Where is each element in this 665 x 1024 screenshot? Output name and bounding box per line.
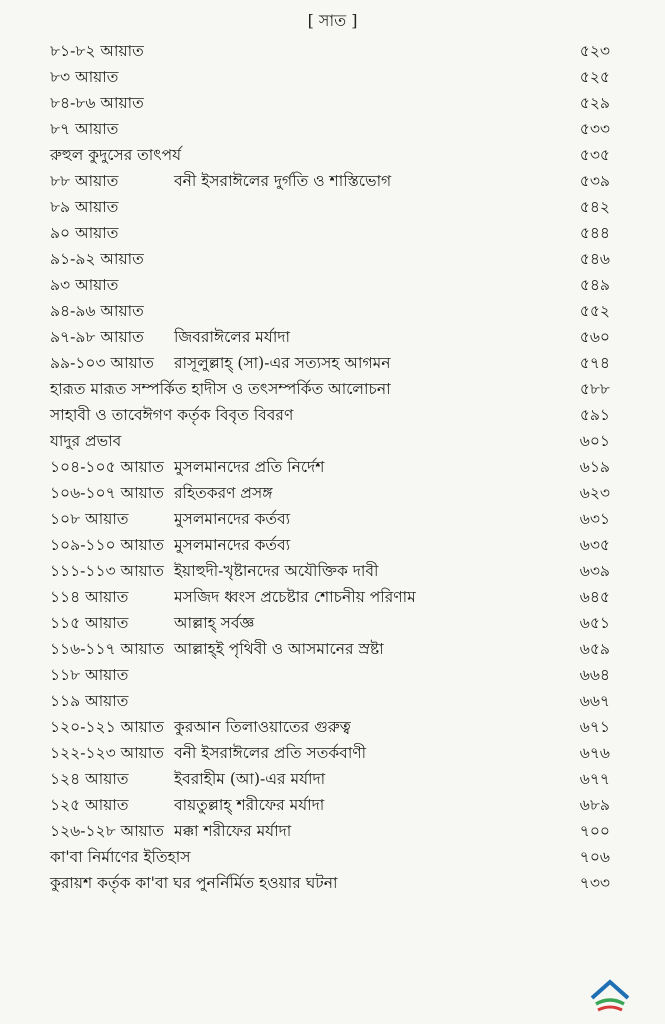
- toc-ayat-range: ৮৪-৮৬ আয়াত: [50, 94, 144, 112]
- toc-ayat-range: ১১৬-১১৭ আয়াত: [50, 640, 164, 658]
- toc-page-number: ৫৩৯: [579, 172, 610, 190]
- toc-page-number: ৬৩৫: [579, 536, 610, 554]
- toc-title: যাদুর প্রভাব: [50, 432, 122, 450]
- toc-page-number: ৫৮৮: [579, 380, 610, 398]
- toc-row: [50, 636, 610, 662]
- toc-title: হারূত মারূত সম্পর্কিত হাদীস ও তৎসম্পর্কিত আলোচনা: [50, 380, 391, 398]
- toc-ayat-range: ৯৪-৯৬ আয়াত: [50, 302, 144, 320]
- toc-title: মুসলমানদের কর্তব্য: [174, 536, 291, 554]
- toc-title: আল্লাহ্ই পৃথিবী ও আসমানের স্রষ্টা: [174, 640, 384, 658]
- toc-title: মক্কা শরীফের মর্যাদা: [174, 822, 292, 840]
- toc-title: বনী ইসরাঈলের দুর্গতি ও শাস্তিভোগ: [174, 172, 392, 190]
- toc-row: [50, 246, 610, 272]
- toc-row: [50, 220, 610, 246]
- toc-row: [50, 324, 610, 350]
- toc-page-number: ৫২৯: [579, 94, 610, 112]
- toc-page-number: ৫৪৯: [579, 276, 610, 294]
- toc-page-number: ৬২৩: [579, 484, 610, 502]
- toc-page-number: ৬৫১: [579, 614, 610, 632]
- toc-row: [50, 402, 610, 428]
- toc-row: [50, 116, 610, 142]
- toc-ayat-range: ১০৬-১০৭ আয়াত: [50, 484, 164, 502]
- toc-ayat-range: ১০৯-১১০ আয়াত: [50, 536, 164, 554]
- toc-row: [50, 272, 610, 298]
- toc-page-number: ৫৯১: [579, 406, 610, 424]
- toc-page-number: ৭০৬: [579, 848, 610, 866]
- toc-title: কুরায়শ কর্তৃক কা'বা ঘর পুনর্নির্মিত হওয়ার ঘটনা: [50, 874, 338, 892]
- toc-row: [50, 142, 610, 168]
- toc-row: [50, 740, 610, 766]
- toc-row: [50, 298, 610, 324]
- logo-base-shape: [598, 1007, 622, 1010]
- page-header: [ সাত ]: [307, 11, 358, 30]
- toc-row: [50, 168, 610, 194]
- toc-title: বায়তুল্লাহ্ শরীফের মর্যাদা: [174, 796, 325, 814]
- toc-page-number: ৬৬৪: [579, 666, 610, 684]
- logo-book-shape: [596, 1000, 624, 1004]
- toc-page-number: ৫৪২: [579, 198, 610, 216]
- toc-row: [50, 688, 610, 714]
- toc-ayat-range: ১২৫ আয়াত: [50, 796, 129, 814]
- toc-page-number: ৬১৯: [579, 458, 610, 476]
- toc-row: [50, 610, 610, 636]
- toc-title: কা'বা নির্মাণের ইতিহাস: [50, 848, 191, 866]
- toc-page-number: ৬৪৫: [579, 588, 610, 606]
- toc-page-number: ৫২৫: [579, 68, 610, 86]
- toc-page-number: ৭৩৩: [579, 874, 610, 892]
- toc-page-number: ৫৫২: [579, 302, 610, 320]
- toc-title: মসজিদ ধ্বংস প্রচেষ্টার শোচনীয় পরিণাম: [174, 588, 416, 606]
- toc-page-number: ৫৪৬: [579, 250, 610, 268]
- toc-row: [50, 844, 610, 870]
- toc-ayat-range: ৮৭ আয়াত: [50, 120, 119, 138]
- toc-row: [50, 480, 610, 506]
- toc-title: মুসলমানদের কর্তব্য: [174, 510, 291, 528]
- toc-row: [50, 766, 610, 792]
- toc-ayat-range: ৯৩ আয়াত: [50, 276, 119, 294]
- toc-page-number: ৫৪৪: [579, 224, 610, 242]
- toc-page-number: ৫৩৫: [579, 146, 610, 164]
- toc-row: [50, 350, 610, 376]
- toc-page-number: ৫৬০: [579, 328, 610, 346]
- toc-title: ইবরাহীম (আ)-এর মর্যাদা: [174, 770, 326, 788]
- toc-title: রুহুল কুদুসের তাৎপর্য: [50, 146, 182, 164]
- toc-page-number: ৬৩১: [579, 510, 610, 528]
- toc-title: সাহাবী ও তাবেঈগণ কর্তৃক বিবৃত বিবরণ: [50, 406, 294, 424]
- toc-title: আল্লাহ্ সর্বজ্ঞ: [174, 614, 255, 632]
- publisher-logo-icon: [588, 976, 632, 1016]
- toc-ayat-range: ১০৪-১০৫ আয়াত: [50, 458, 164, 476]
- table-of-contents: [50, 38, 610, 896]
- toc-page-number: ৫৭৪: [579, 354, 610, 372]
- toc-row: [50, 818, 610, 844]
- toc-row: [50, 376, 610, 402]
- toc-ayat-range: ৯৭-৯৮ আয়াত: [50, 328, 144, 346]
- toc-row: [50, 870, 610, 896]
- toc-ayat-range: ৮১-৮২ আয়াত: [50, 42, 144, 60]
- toc-ayat-range: ১২৪ আয়াত: [50, 770, 129, 788]
- toc-page-number: ৬৩৯: [579, 562, 610, 580]
- toc-page-number: ৬৭৭: [579, 770, 610, 788]
- toc-row: [50, 662, 610, 688]
- toc-ayat-range: ৯১-৯২ আয়াত: [50, 250, 144, 268]
- toc-ayat-range: ১২৬-১২৮ আয়াত: [50, 822, 164, 840]
- toc-page-number: ৬৭১: [579, 718, 610, 736]
- toc-title: কুরআন তিলাওয়াতের গুরুত্ব: [174, 718, 351, 736]
- toc-page-number: ৬৮৯: [579, 796, 610, 814]
- toc-ayat-range: ১০৮ আয়াত: [50, 510, 129, 528]
- toc-row: [50, 558, 610, 584]
- toc-row: [50, 584, 610, 610]
- toc-title: রহিতকরণ প্রসঙ্গ: [174, 484, 273, 502]
- toc-row: [50, 792, 610, 818]
- toc-ayat-range: ১১৯ আয়াত: [50, 692, 129, 710]
- toc-page-number: ৬৬৭: [579, 692, 610, 710]
- toc-title: জিবরাঈলের মর্যাদা: [174, 328, 290, 346]
- toc-row: [50, 532, 610, 558]
- toc-page-number: ৬৭৬: [579, 744, 610, 762]
- toc-title: ইয়াহুদী-খৃষ্টানদের অযৌক্তিক দাবী: [174, 562, 379, 580]
- toc-ayat-range: ১১১-১১৩ আয়াত: [50, 562, 164, 580]
- toc-ayat-range: ৮৮ আয়াত: [50, 172, 119, 190]
- toc-ayat-range: ৮৩ আয়াত: [50, 68, 119, 86]
- toc-page-number: ৫৩৩: [579, 120, 610, 138]
- toc-ayat-range: ১২০-১২১ আয়াত: [50, 718, 164, 736]
- toc-row: [50, 64, 610, 90]
- toc-row: [50, 428, 610, 454]
- toc-row: [50, 38, 610, 64]
- toc-page-number: ৬৫৯: [579, 640, 610, 658]
- toc-row: [50, 90, 610, 116]
- toc-ayat-range: ১১৪ আয়াত: [50, 588, 129, 606]
- toc-page-number: ৫২৩: [579, 42, 610, 60]
- toc-ayat-range: ৯৯-১০৩ আয়াত: [50, 354, 154, 372]
- toc-page-number: ৭০০: [579, 822, 610, 840]
- toc-row: [50, 194, 610, 220]
- toc-ayat-range: ৯০ আয়াত: [50, 224, 119, 242]
- toc-title: রাসূলুল্লাহ্ (সা)-এর সত্যসহ আগমন: [174, 354, 391, 372]
- toc-page-number: ৬০১: [579, 432, 610, 450]
- toc-ayat-range: ৮৯ আয়াত: [50, 198, 119, 216]
- toc-ayat-range: ১১৮ আয়াত: [50, 666, 129, 684]
- toc-row: [50, 714, 610, 740]
- toc-title: বনী ইসরাঈলের প্রতি সতর্কবাণী: [174, 744, 367, 762]
- logo-roof-shape: [592, 982, 628, 998]
- toc-ayat-range: ১১৫ আয়াত: [50, 614, 129, 632]
- toc-row: [50, 454, 610, 480]
- toc-ayat-range: ১২২-১২৩ আয়াত: [50, 744, 164, 762]
- toc-title: মুসলমানদের প্রতি নির্দেশ: [174, 458, 325, 476]
- toc-row: [50, 506, 610, 532]
